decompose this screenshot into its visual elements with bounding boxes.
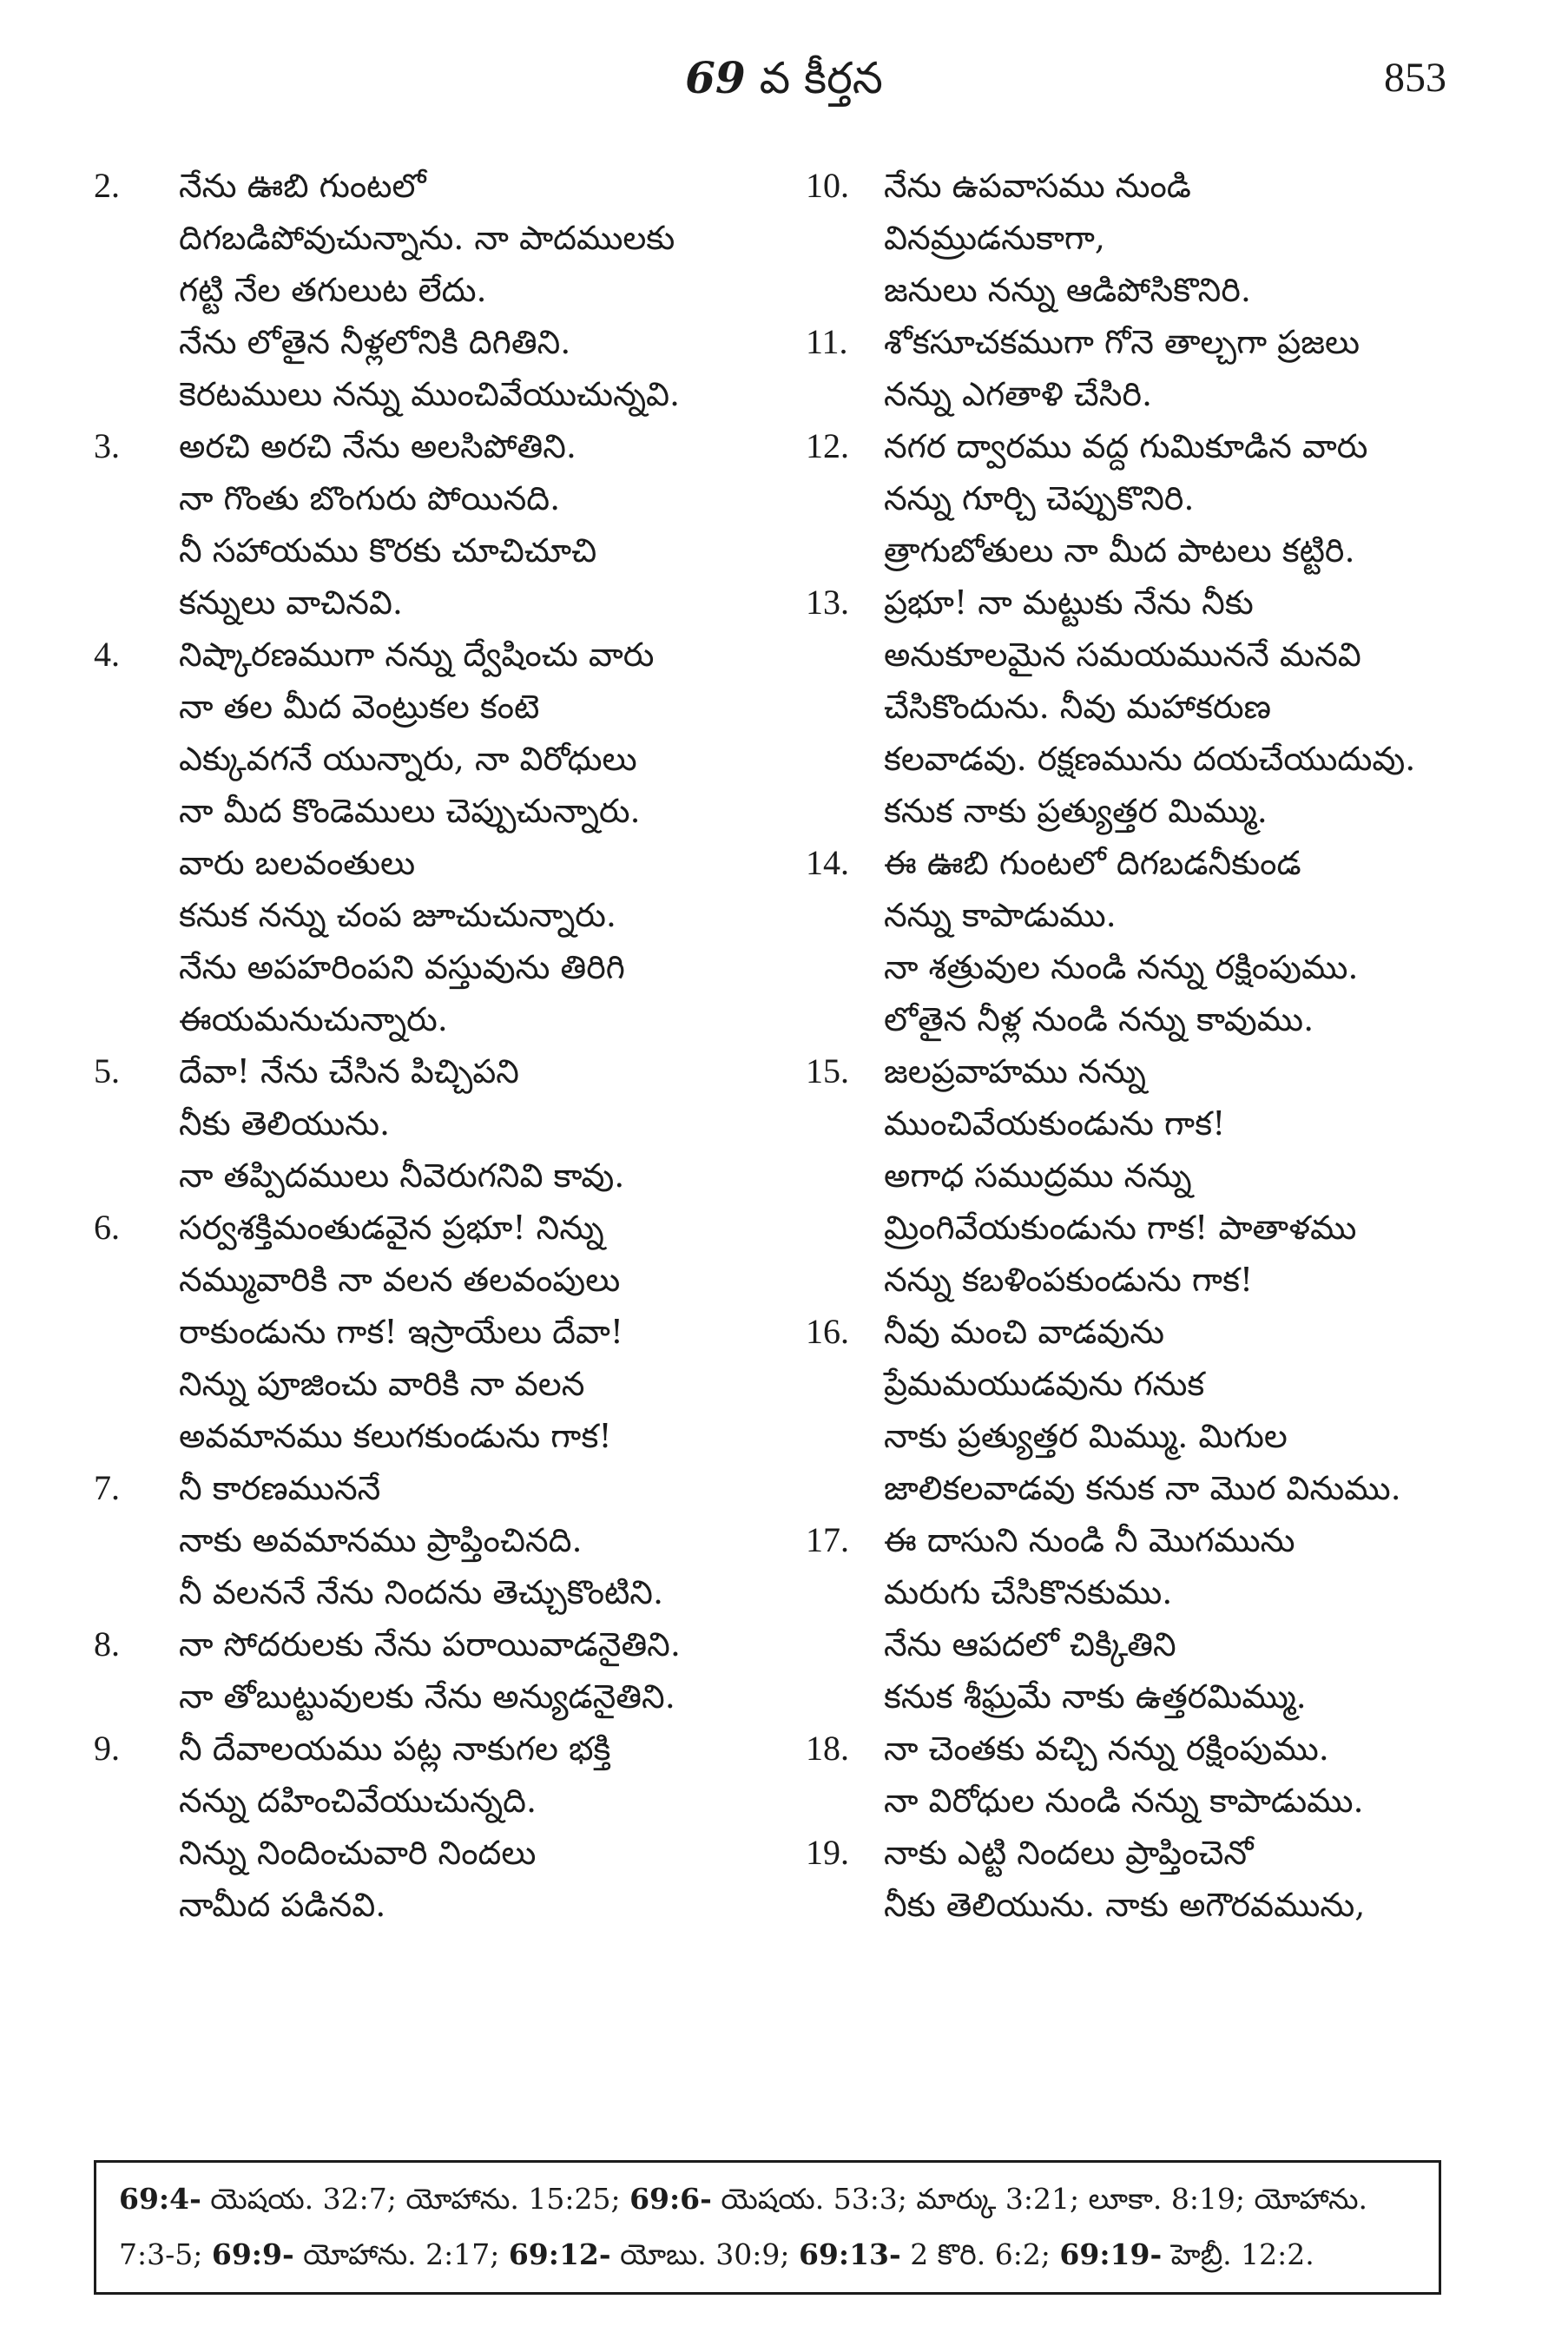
verse-text: నేను ఆపదలో చిక్కితిని [884,1625,1176,1664]
verse-line [94,889,788,941]
verse-text: దేవా! నేను చేసిన పిచ్చిపని [179,1052,519,1090]
verse-text: రాకుండును గాక! ఇస్రాయేలు దేవా! [179,1313,624,1351]
verse-text: వినమ్రుడనుకాగా, [884,219,1106,257]
reference-text: యోహాను. 2:17; [293,2237,509,2271]
verse-line [806,264,1466,316]
verse-line [806,733,1466,785]
verse-text: అరచి అరచి నేను అలసిపోతిని. [179,427,576,465]
verse-line [806,316,1466,368]
verse-line [94,212,788,264]
verse-text: కన్నులు వాచినవి. [179,583,404,622]
verse-number: 19. [806,1833,849,1872]
verse-text: జాలికలవాడవు కనుక నా మొర వినుము. [884,1469,1401,1507]
verse-text: కెరటములు నన్ను ముంచివేయుచున్నవి. [179,375,681,413]
verse-number: 8. [94,1624,120,1664]
verse-line [94,1618,788,1670]
verse-text: నన్ను ఎగతాళి చేసిరి. [884,375,1153,413]
verse-text: నిన్ను పూజించు వారికి నా వలన [179,1365,585,1403]
verse-text: నన్ను గూర్చి చెప్పుకొనిరి. [884,479,1195,517]
verse-text: నన్ను కాపాడుము. [884,896,1117,934]
reference-label: 69:12- [508,2237,611,2271]
verse-line [806,1514,1466,1566]
verse-text: కనుక నాకు ప్రత్యుత్తర మిమ్ము. [884,792,1268,830]
reference-text: యెషయ. 32:7; యోహాను. 15:25; [201,2182,630,2216]
verse-text: నేను లోతైన నీళ్లలోనికి దిగితిని. [179,323,571,361]
verse-text: నన్ను దహించివేయుచున్నది. [179,1782,537,1820]
verse-number: 3. [94,426,120,465]
verse-line [806,785,1466,837]
reference-label: 69:6- [629,2182,712,2216]
verse-line [806,524,1466,576]
reference-text: 2 కొరి. 6:2; [900,2237,1060,2271]
verse-number: 9. [94,1729,120,1768]
verse-text: అవమానము కలుగకుండును గాక! [179,1417,612,1455]
verse-text: నన్ను కబళింపకుండును గాక! [884,1261,1254,1299]
verse-line [806,1358,1466,1410]
verse-text: నిన్ను నిందించువారి నిందలు [179,1834,537,1872]
verse-text: కనుక శీఘ్రమే నాకు ఉత్తరమిమ్ము. [884,1677,1307,1716]
verse-line [94,629,788,681]
verse-line [94,1670,788,1723]
verse-text: గట్టి నేల తగులుట లేదు. [179,271,487,309]
verse-text: త్రాగుబోతులు నా మీద పాటలు కట్టిరి. [884,531,1355,570]
cross-reference-line [119,2171,1416,2227]
cross-reference-line [119,2227,1416,2283]
verse-text: ఈయమనుచున్నారు. [179,1000,448,1038]
verse-number: 7. [94,1468,120,1507]
verse-text: నేను అపహరింపని వస్తువును తిరిగి [179,948,625,986]
reference-text: హెబ్రీ. 12:2. [1162,2237,1314,2271]
verse-text: నా చెంతకు వచ్చి నన్ను రక్షింపుము. [884,1729,1329,1768]
verse-line [94,1306,788,1358]
verse-text: వారు బలవంతులు [179,844,416,882]
verse-line [94,681,788,733]
verse-number: 12. [806,426,849,465]
verse-text: ఎక్కువగనే యున్నారు, నా విరోధులు [179,740,637,778]
verse-line [806,1879,1466,1931]
page-title [0,43,1568,113]
verse-line [94,1566,788,1618]
verse-number: 10. [806,166,849,205]
verse-line [806,1827,1466,1879]
verse-line [806,629,1466,681]
verse-line [94,368,788,420]
verse-line [94,316,788,368]
verse-text: కలవాడవు. రక్షణమును దయచేయుదువు. [884,740,1416,778]
verse-line [94,264,788,316]
verse-text: నీ దేవాలయము పట్ల నాకుగల భక్తి [179,1729,611,1768]
verse-text: ముంచివేయకుండును గాక! [884,1104,1226,1143]
verse-line [94,785,788,837]
verse-text: నాకు ఎట్టి నిందలు ప్రాప్తించెనో [884,1834,1254,1872]
verse-line [94,837,788,889]
verse-line [806,1670,1466,1723]
verse-line [94,1775,788,1827]
verse-text: ప్రేమమయుడవును గనుక [884,1365,1205,1403]
cross-references-box [94,2160,1441,2295]
verse-text: నీ కారణముననే [179,1469,381,1507]
verse-line [806,368,1466,420]
verse-text: ఈ దాసుని నుండి నీ మొగమును [884,1521,1295,1559]
chapter-number: 69 [685,52,746,103]
verse-line [806,1618,1466,1670]
verse-text: చేసికొందును. నీవు మహాకరుణ [884,688,1272,726]
verse-text: అనుకూలమైన సమయముననే మనవి [884,636,1361,674]
page-number: 853 [1384,55,1446,101]
verse-line [94,576,788,629]
page-header [0,43,1568,113]
verse-line [806,1410,1466,1462]
verse-text: జనులు నన్ను ఆడిపోసికొనిరి. [884,271,1251,309]
verse-number: 13. [806,583,849,622]
left-column [94,160,788,1931]
reference-label: 69:4- [119,2182,201,2216]
verse-text: శోకసూచకముగా గోనె తాల్చగా ప్రజలు [884,323,1360,361]
verse-line [806,212,1466,264]
verse-line [806,1306,1466,1358]
verse-text: నేను ఊబి గుంటలో [179,167,426,205]
verse-text: నా విరోధుల నుండి నన్ను కాపాడుము. [884,1782,1364,1820]
reference-label: 69:13- [798,2237,901,2271]
verse-line [94,1097,788,1150]
verse-text: నా మీద కొండెములు చెప్పుచున్నారు. [179,792,641,830]
verse-text: నా తల మీద వెంట్రుకల కంటె [179,688,540,726]
verse-text: నాకు అవమానము ప్రాప్తించినది. [179,1521,583,1559]
verse-line [806,1566,1466,1618]
verse-line [806,1723,1466,1775]
verse-number: 16. [806,1312,849,1351]
verse-text: నేను ఉపవాసము నుండి [884,167,1191,205]
verse-text: నమ్మువారికి నా వలన తలవంపులు [179,1261,621,1299]
verse-text: కనుక నన్ను చంప జూచుచున్నారు. [179,896,617,934]
verse-text: మ్రింగివేయకుండును గాక! పాతాళము [884,1209,1357,1247]
verse-line [94,733,788,785]
verse-line [94,1462,788,1514]
right-column [806,160,1466,1931]
verse-line [94,524,788,576]
verse-line [94,1358,788,1410]
verse-number: 6. [94,1208,120,1247]
chapter-word: వ కీర్తన [759,53,883,103]
verse-line [94,1045,788,1097]
reference-text: యెషయ. 53:3; మార్కు 3:21; లూకా. 8:19; యోహాను. [711,2182,1368,2216]
reference-text: 7:3-5; [119,2237,212,2271]
verse-number: 14. [806,843,849,882]
verse-line [94,1202,788,1254]
verse-text: ప్రభూ! నా మట్టుకు నేను నీకు [884,583,1254,622]
verse-line [806,889,1466,941]
reference-text: యోబు. 30:9; [610,2237,799,2271]
verse-text: ఈ ఊబి గుంటలో దిగబడనీకుండ [884,844,1301,882]
verse-number: 15. [806,1051,849,1090]
verse-line [94,1879,788,1931]
verse-line [94,420,788,472]
verse-number: 2. [94,166,120,205]
verse-text: నిష్కారణముగా నన్ను ద్వేషించు వారు [179,636,655,674]
verse-line [806,993,1466,1045]
verse-line [806,1045,1466,1097]
verse-text: సర్వశక్తిమంతుడవైన ప్రభూ! నిన్ను [179,1209,604,1247]
verse-line [806,420,1466,472]
verse-line [806,941,1466,993]
verse-line [94,160,788,212]
verse-line [94,1150,788,1202]
verse-text: జలప్రవాహము నన్ను [884,1052,1146,1090]
verse-text: నా సోదరులకు నేను పరాయివాడనైతిని. [179,1625,681,1664]
verse-text: దిగబడిపోవుచున్నాను. నా పాదములకు [179,219,675,257]
verse-line [94,941,788,993]
verse-line [806,1462,1466,1514]
verse-line [94,1827,788,1879]
verse-text: నీ వలననే నేను నిందను తెచ్చుకొంటిని. [179,1573,664,1611]
verse-line [806,681,1466,733]
verse-line [94,1514,788,1566]
verse-line [806,837,1466,889]
verse-text: నాకు ప్రత్యుత్తర మిమ్ము. మిగుల [884,1417,1288,1455]
verse-text: నీకు తెలియును. నాకు అగౌరవమును, [884,1886,1366,1924]
verse-line [806,1202,1466,1254]
verse-text: నగర ద్వారము వద్ద గుమికూడిన వారు [884,427,1368,465]
verse-text: నీ సహాయము కొరకు చూచిచూచి [179,531,597,570]
verse-line [806,576,1466,629]
verse-text: మరుగు చేసికొనకుము. [884,1573,1173,1611]
verse-text: నా శత్రువుల నుండి నన్ను రక్షింపుము. [884,948,1359,986]
verse-line [806,1097,1466,1150]
verse-text: అగాధ సముద్రము నన్ను [884,1156,1192,1195]
verse-line [806,160,1466,212]
verse-text: నా గొంతు బొంగురు పోయినది. [179,479,561,517]
reference-label: 69:9- [211,2237,294,2271]
verse-number: 11. [806,322,848,361]
verse-line [806,1254,1466,1306]
verse-number: 17. [806,1520,849,1559]
verse-text: లోతైన నీళ్ల నుండి నన్ను కావుము. [884,1000,1314,1038]
verse-line [94,993,788,1045]
verse-line [806,1775,1466,1827]
verse-text: నీకు తెలియును. [179,1104,391,1143]
verse-line [94,1254,788,1306]
reference-label: 69:19- [1059,2237,1163,2271]
verse-text: నా తోబుట్టువులకు నేను అన్యుడనైతిని. [179,1677,675,1716]
verse-number: 4. [94,635,120,674]
verse-line [94,1410,788,1462]
verse-line [94,1723,788,1775]
verse-line [94,472,788,524]
verse-text: నీవు మంచి వాడవును [884,1313,1165,1351]
verse-text: నా తప్పిదములు నీవెరుగనివి కావు. [179,1156,625,1195]
verse-text: నామీద పడినవి. [179,1886,386,1924]
verse-line [806,1150,1466,1202]
verse-line [806,472,1466,524]
verse-number: 18. [806,1729,849,1768]
verse-number: 5. [94,1051,120,1090]
